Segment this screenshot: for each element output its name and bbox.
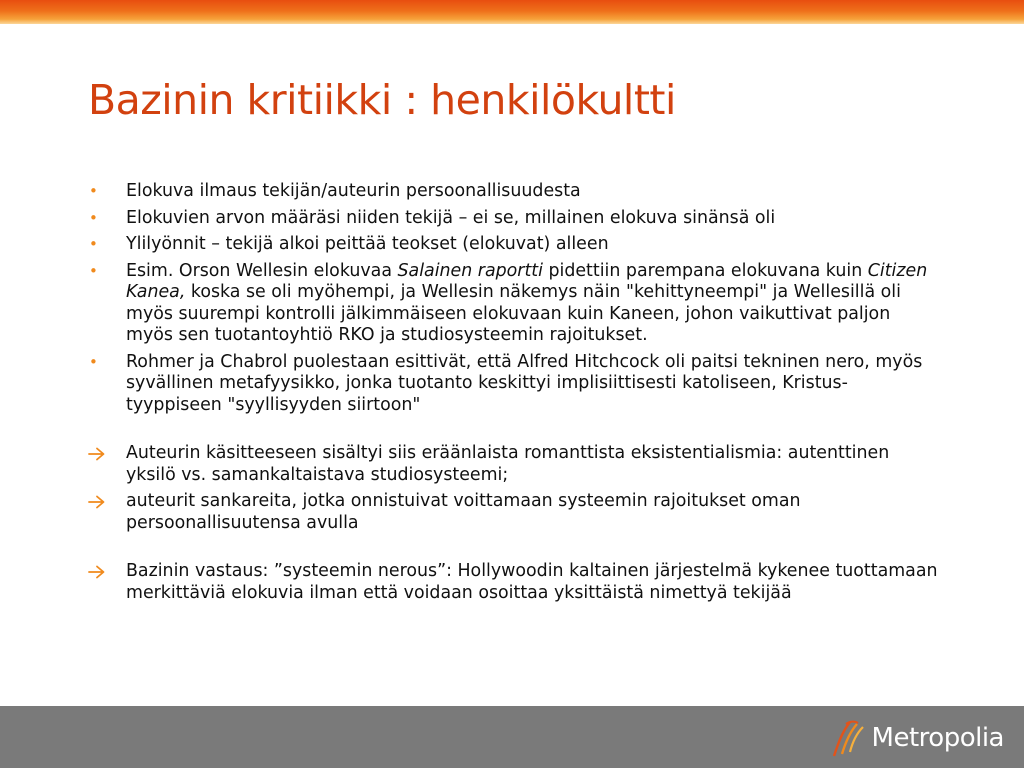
text-run: Ylilyönnit – tekijä alkoi peittää teokset (elokuvat) alleen [126, 234, 609, 254]
item-text [126, 491, 801, 533]
top-gradient-band [0, 0, 1024, 24]
arrow-list-item [88, 443, 938, 486]
text-run: Auteurin käsitteeseen sisältyi siis eräänlaista romanttista eksistentialismia: autenttinen yksilö vs. samankaltaistava studiosysteemi; [126, 443, 890, 485]
italic-title: Salainen raportti [397, 260, 543, 281]
text-run: Esim. Orson Wellesin elokuvaa [126, 260, 398, 281]
item-text [126, 352, 922, 415]
text-run: auteurit sankareita, jotka onnistuivat voittamaan systeemin rajoitukset oman persoonallisuutensa avulla [126, 491, 801, 533]
text-run: Elokuva ilmaus tekijän/auteurin persoonallisuudesta [126, 181, 581, 201]
arrow-list-item [88, 561, 938, 604]
text-run: pidettiin parempana elokuvana kuin [542, 260, 868, 281]
item-text [126, 181, 581, 201]
bullet-list-item [88, 352, 938, 417]
text-run: Elokuvien arvon määräsi niiden tekijä – ei se, millainen elokuva sinänsä oli [126, 207, 776, 228]
text-run: Bazinin vastaus: ”systeemin nerous”: Hollywoodin kaltainen järjestelmä kykenee tuottamaan merkittäviä elokuvia ilman että voidaan osoittaa yksittäistä nimettyä tekijää [126, 561, 938, 603]
item-text [126, 261, 927, 346]
bullet-icon: • [89, 182, 98, 200]
arrow-right-icon [88, 443, 108, 461]
bullet-list-item [88, 261, 938, 347]
bullet-list-item [88, 181, 938, 203]
slide-title: Bazinin kritiikki : henkilökultti [88, 76, 676, 124]
slide-content [88, 181, 938, 609]
bullet-icon: • [89, 208, 98, 227]
item-text [126, 561, 938, 603]
bullet-icon: • [89, 261, 98, 280]
text-run: Rohmer ja Chabrol puolestaan esittivät, että Alfred Hitchcock oli paitsi tekninen nero, myös syvällinen metafyysikko, jonka tuotanto keskittyi implisiittisesti katoliseen, Kristus- tyyppiseen "syyllisyyden siirtoon" [126, 351, 923, 415]
italic-title: Citizen Kanea, [126, 260, 928, 302]
item-text [126, 443, 889, 485]
logo-text: Metropolia [871, 723, 1004, 753]
arrow-list-item [88, 491, 938, 534]
bullet-icon: • [89, 235, 98, 253]
arrow-right-icon [88, 561, 108, 579]
arrow-right-icon [88, 491, 108, 509]
item-text [126, 234, 609, 254]
item-text [126, 208, 775, 228]
bullet-list-item [88, 234, 938, 256]
bullet-icon: • [89, 352, 98, 371]
bullet-list-item [88, 208, 938, 230]
metropolia-logo [830, 716, 1004, 760]
metropolia-mark-icon [830, 718, 866, 758]
text-run: koska se oli myöhempi, ja Wellesin näkemys näin "kehittyneempi" ja Wellesillä oli myös suurempi kontrolli jälkimmäiseen elokuvaan kuin Kaneen, johon vaikuttivat paljon myös sen tuotantoyhtiö RKO ja studiosysteemin rajoitukset. [126, 282, 901, 345]
